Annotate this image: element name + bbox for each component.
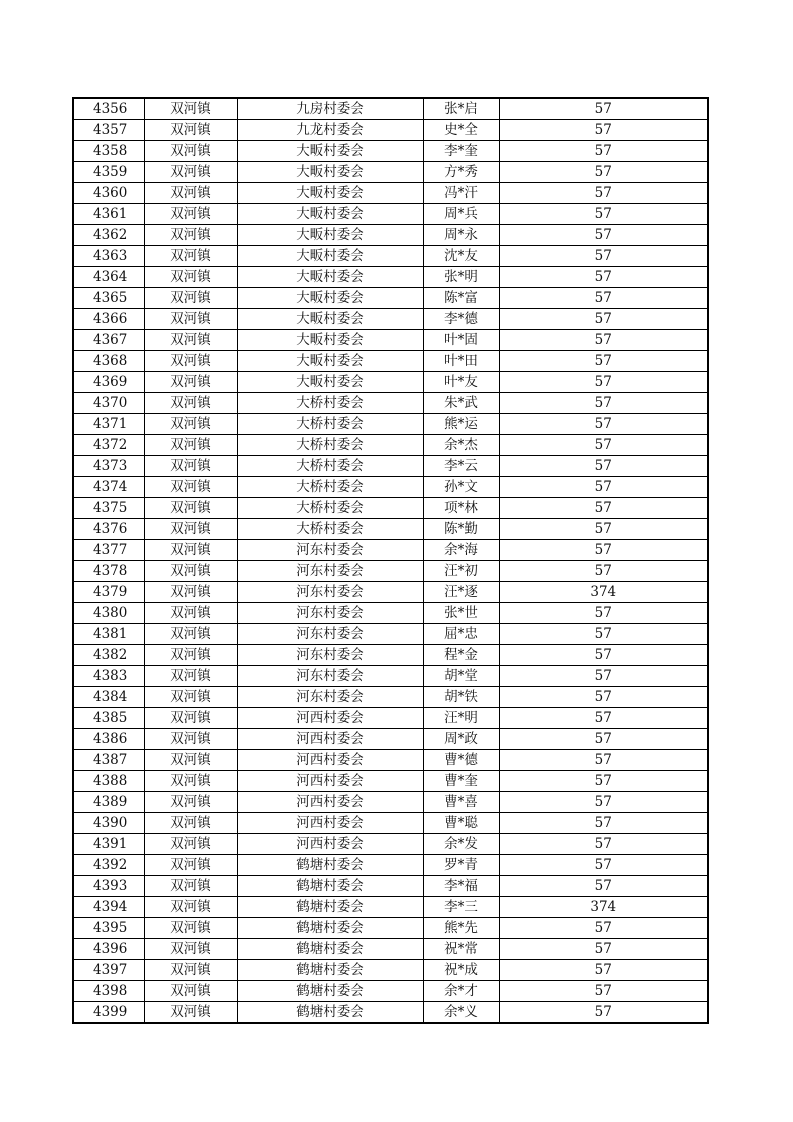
- amount-cell: 57: [499, 120, 708, 141]
- village-committee-cell: 鹤塘村委会: [237, 960, 423, 981]
- town-cell: 双河镇: [144, 393, 237, 414]
- town-cell: 双河镇: [144, 750, 237, 771]
- amount-cell: 57: [499, 141, 708, 162]
- town-cell: 双河镇: [144, 162, 237, 183]
- town-cell: 双河镇: [144, 771, 237, 792]
- village-committee-cell: 大畈村委会: [237, 351, 423, 372]
- town-cell: 双河镇: [144, 939, 237, 960]
- serial-number-cell: 4392: [73, 855, 144, 876]
- table-row: [73, 519, 708, 540]
- amount-cell: 57: [499, 750, 708, 771]
- village-committee-cell: 河东村委会: [237, 603, 423, 624]
- serial-number-cell: 4381: [73, 624, 144, 645]
- village-committee-cell: 河西村委会: [237, 729, 423, 750]
- amount-cell: 57: [499, 813, 708, 834]
- name-cell: 项*林: [423, 498, 499, 519]
- name-cell: 曹*奎: [423, 771, 499, 792]
- serial-number-cell: 4386: [73, 729, 144, 750]
- name-cell: 孙*文: [423, 477, 499, 498]
- town-cell: 双河镇: [144, 330, 237, 351]
- serial-number-cell: 4391: [73, 834, 144, 855]
- amount-cell: 57: [499, 519, 708, 540]
- name-cell: 李*三: [423, 897, 499, 918]
- town-cell: 双河镇: [144, 708, 237, 729]
- serial-number-cell: 4395: [73, 918, 144, 939]
- amount-cell: 57: [499, 498, 708, 519]
- amount-cell: 57: [499, 981, 708, 1002]
- serial-number-cell: 4372: [73, 435, 144, 456]
- town-cell: 双河镇: [144, 141, 237, 162]
- table-row: [73, 603, 708, 624]
- name-cell: 余*海: [423, 540, 499, 561]
- table-row: [73, 414, 708, 435]
- table-row: [73, 687, 708, 708]
- town-cell: 双河镇: [144, 98, 237, 120]
- name-cell: 叶*田: [423, 351, 499, 372]
- table-row: [73, 960, 708, 981]
- town-cell: 双河镇: [144, 792, 237, 813]
- village-committee-cell: 河东村委会: [237, 666, 423, 687]
- serial-number-cell: 4396: [73, 939, 144, 960]
- amount-cell: 57: [499, 477, 708, 498]
- town-cell: 双河镇: [144, 918, 237, 939]
- table-row: [73, 477, 708, 498]
- amount-cell: 57: [499, 876, 708, 897]
- name-cell: 曹*德: [423, 750, 499, 771]
- name-cell: 汪*明: [423, 708, 499, 729]
- data-table: [72, 97, 709, 1024]
- serial-number-cell: 4368: [73, 351, 144, 372]
- amount-cell: 57: [499, 267, 708, 288]
- village-committee-cell: 大畈村委会: [237, 330, 423, 351]
- name-cell: 余*发: [423, 834, 499, 855]
- village-committee-cell: 鹤塘村委会: [237, 918, 423, 939]
- table-row: [73, 939, 708, 960]
- amount-cell: 57: [499, 834, 708, 855]
- town-cell: 双河镇: [144, 372, 237, 393]
- village-committee-cell: 大畈村委会: [237, 162, 423, 183]
- serial-number-cell: 4374: [73, 477, 144, 498]
- table-row: [73, 288, 708, 309]
- name-cell: 叶*友: [423, 372, 499, 393]
- name-cell: 汪*逐: [423, 582, 499, 603]
- amount-cell: 374: [499, 582, 708, 603]
- serial-number-cell: 4382: [73, 645, 144, 666]
- name-cell: 周*永: [423, 225, 499, 246]
- amount-cell: 57: [499, 960, 708, 981]
- serial-number-cell: 4388: [73, 771, 144, 792]
- town-cell: 双河镇: [144, 183, 237, 204]
- name-cell: 曹*喜: [423, 792, 499, 813]
- town-cell: 双河镇: [144, 897, 237, 918]
- name-cell: 余*才: [423, 981, 499, 1002]
- town-cell: 双河镇: [144, 519, 237, 540]
- village-committee-cell: 大畈村委会: [237, 267, 423, 288]
- name-cell: 程*金: [423, 645, 499, 666]
- serial-number-cell: 4385: [73, 708, 144, 729]
- amount-cell: 57: [499, 540, 708, 561]
- amount-cell: 57: [499, 246, 708, 267]
- town-cell: 双河镇: [144, 435, 237, 456]
- amount-cell: 57: [499, 98, 708, 120]
- serial-number-cell: 4370: [73, 393, 144, 414]
- table-row: [73, 330, 708, 351]
- serial-number-cell: 4378: [73, 561, 144, 582]
- town-cell: 双河镇: [144, 582, 237, 603]
- town-cell: 双河镇: [144, 960, 237, 981]
- name-cell: 叶*固: [423, 330, 499, 351]
- table-row: [73, 792, 708, 813]
- amount-cell: 57: [499, 330, 708, 351]
- village-committee-cell: 鹤塘村委会: [237, 1002, 423, 1024]
- town-cell: 双河镇: [144, 540, 237, 561]
- name-cell: 方*秀: [423, 162, 499, 183]
- table-row: [73, 351, 708, 372]
- table-row: [73, 435, 708, 456]
- table-row: [73, 918, 708, 939]
- amount-cell: 57: [499, 1002, 708, 1024]
- town-cell: 双河镇: [144, 855, 237, 876]
- village-committee-cell: 大桥村委会: [237, 477, 423, 498]
- amount-cell: 57: [499, 624, 708, 645]
- table-row: [73, 582, 708, 603]
- serial-number-cell: 4379: [73, 582, 144, 603]
- serial-number-cell: 4360: [73, 183, 144, 204]
- amount-cell: 57: [499, 162, 708, 183]
- village-committee-cell: 大畈村委会: [237, 246, 423, 267]
- table-row: [73, 141, 708, 162]
- town-cell: 双河镇: [144, 498, 237, 519]
- table-row: [73, 225, 708, 246]
- name-cell: 汪*初: [423, 561, 499, 582]
- serial-number-cell: 4371: [73, 414, 144, 435]
- serial-number-cell: 4363: [73, 246, 144, 267]
- serial-number-cell: 4380: [73, 603, 144, 624]
- town-cell: 双河镇: [144, 876, 237, 897]
- village-committee-cell: 鹤塘村委会: [237, 855, 423, 876]
- village-committee-cell: 大桥村委会: [237, 519, 423, 540]
- town-cell: 双河镇: [144, 1002, 237, 1024]
- name-cell: 熊*先: [423, 918, 499, 939]
- town-cell: 双河镇: [144, 225, 237, 246]
- amount-cell: 57: [499, 414, 708, 435]
- name-cell: 张*世: [423, 603, 499, 624]
- table-row: [73, 708, 708, 729]
- table-row: [73, 267, 708, 288]
- village-committee-cell: 鹤塘村委会: [237, 981, 423, 1002]
- table-row: [73, 645, 708, 666]
- table-row: [73, 309, 708, 330]
- name-cell: 胡*堂: [423, 666, 499, 687]
- name-cell: 曹*聪: [423, 813, 499, 834]
- table-row: [73, 876, 708, 897]
- name-cell: 陈*富: [423, 288, 499, 309]
- town-cell: 双河镇: [144, 477, 237, 498]
- town-cell: 双河镇: [144, 204, 237, 225]
- table-row: [73, 162, 708, 183]
- table-row: [73, 98, 708, 120]
- town-cell: 双河镇: [144, 666, 237, 687]
- amount-cell: 57: [499, 225, 708, 246]
- serial-number-cell: 4383: [73, 666, 144, 687]
- serial-number-cell: 4369: [73, 372, 144, 393]
- village-committee-cell: 九龙村委会: [237, 120, 423, 141]
- town-cell: 双河镇: [144, 834, 237, 855]
- village-committee-cell: 河东村委会: [237, 687, 423, 708]
- table-row: [73, 897, 708, 918]
- amount-cell: 57: [499, 204, 708, 225]
- serial-number-cell: 4393: [73, 876, 144, 897]
- table-body: [73, 98, 708, 1023]
- amount-cell: 57: [499, 729, 708, 750]
- village-committee-cell: 河东村委会: [237, 582, 423, 603]
- village-committee-cell: 大桥村委会: [237, 456, 423, 477]
- table-row: [73, 834, 708, 855]
- table-row: [73, 981, 708, 1002]
- name-cell: 余*杰: [423, 435, 499, 456]
- town-cell: 双河镇: [144, 414, 237, 435]
- town-cell: 双河镇: [144, 624, 237, 645]
- town-cell: 双河镇: [144, 645, 237, 666]
- serial-number-cell: 4375: [73, 498, 144, 519]
- serial-number-cell: 4398: [73, 981, 144, 1002]
- village-committee-cell: 河东村委会: [237, 624, 423, 645]
- table-row: [73, 750, 708, 771]
- serial-number-cell: 4397: [73, 960, 144, 981]
- village-committee-cell: 鹤塘村委会: [237, 876, 423, 897]
- town-cell: 双河镇: [144, 351, 237, 372]
- table-row: [73, 666, 708, 687]
- town-cell: 双河镇: [144, 813, 237, 834]
- village-committee-cell: 大畈村委会: [237, 225, 423, 246]
- name-cell: 胡*铁: [423, 687, 499, 708]
- name-cell: 张*明: [423, 267, 499, 288]
- name-cell: 祝*常: [423, 939, 499, 960]
- name-cell: 屈*忠: [423, 624, 499, 645]
- village-committee-cell: 大畈村委会: [237, 288, 423, 309]
- serial-number-cell: 4361: [73, 204, 144, 225]
- table-row: [73, 393, 708, 414]
- village-committee-cell: 大畈村委会: [237, 204, 423, 225]
- village-committee-cell: 河西村委会: [237, 813, 423, 834]
- table-row: [73, 813, 708, 834]
- table-row: [73, 1002, 708, 1024]
- village-committee-cell: 大畈村委会: [237, 372, 423, 393]
- serial-number-cell: 4387: [73, 750, 144, 771]
- name-cell: 李*德: [423, 309, 499, 330]
- amount-cell: 57: [499, 603, 708, 624]
- amount-cell: 57: [499, 288, 708, 309]
- town-cell: 双河镇: [144, 603, 237, 624]
- serial-number-cell: 4362: [73, 225, 144, 246]
- village-committee-cell: 河西村委会: [237, 708, 423, 729]
- village-committee-cell: 河东村委会: [237, 540, 423, 561]
- serial-number-cell: 4367: [73, 330, 144, 351]
- village-committee-cell: 大桥村委会: [237, 498, 423, 519]
- serial-number-cell: 4365: [73, 288, 144, 309]
- table-row: [73, 246, 708, 267]
- name-cell: 张*启: [423, 98, 499, 120]
- serial-number-cell: 4357: [73, 120, 144, 141]
- serial-number-cell: 4377: [73, 540, 144, 561]
- amount-cell: 57: [499, 708, 708, 729]
- name-cell: 周*政: [423, 729, 499, 750]
- amount-cell: 57: [499, 939, 708, 960]
- village-committee-cell: 河东村委会: [237, 561, 423, 582]
- amount-cell: 57: [499, 309, 708, 330]
- village-committee-cell: 河西村委会: [237, 750, 423, 771]
- town-cell: 双河镇: [144, 246, 237, 267]
- town-cell: 双河镇: [144, 288, 237, 309]
- serial-number-cell: 4356: [73, 98, 144, 120]
- table-row: [73, 204, 708, 225]
- village-committee-cell: 河东村委会: [237, 645, 423, 666]
- village-committee-cell: 河西村委会: [237, 792, 423, 813]
- table-row: [73, 729, 708, 750]
- town-cell: 双河镇: [144, 561, 237, 582]
- village-committee-cell: 大桥村委会: [237, 435, 423, 456]
- town-cell: 双河镇: [144, 687, 237, 708]
- serial-number-cell: 4384: [73, 687, 144, 708]
- amount-cell: 57: [499, 771, 708, 792]
- town-cell: 双河镇: [144, 981, 237, 1002]
- name-cell: 沈*友: [423, 246, 499, 267]
- name-cell: 李*福: [423, 876, 499, 897]
- name-cell: 祝*成: [423, 960, 499, 981]
- table-row: [73, 456, 708, 477]
- serial-number-cell: 4390: [73, 813, 144, 834]
- town-cell: 双河镇: [144, 309, 237, 330]
- village-committee-cell: 九房村委会: [237, 98, 423, 120]
- table-row: [73, 624, 708, 645]
- serial-number-cell: 4373: [73, 456, 144, 477]
- village-committee-cell: 大畈村委会: [237, 309, 423, 330]
- table-row: [73, 771, 708, 792]
- table-row: [73, 372, 708, 393]
- serial-number-cell: 4358: [73, 141, 144, 162]
- serial-number-cell: 4389: [73, 792, 144, 813]
- town-cell: 双河镇: [144, 729, 237, 750]
- serial-number-cell: 4399: [73, 1002, 144, 1024]
- serial-number-cell: 4359: [73, 162, 144, 183]
- name-cell: 史*全: [423, 120, 499, 141]
- serial-number-cell: 4364: [73, 267, 144, 288]
- table-row: [73, 183, 708, 204]
- amount-cell: 57: [499, 666, 708, 687]
- table-row: [73, 120, 708, 141]
- village-committee-cell: 大桥村委会: [237, 393, 423, 414]
- amount-cell: 57: [499, 855, 708, 876]
- name-cell: 熊*运: [423, 414, 499, 435]
- town-cell: 双河镇: [144, 456, 237, 477]
- table-row: [73, 855, 708, 876]
- amount-cell: 57: [499, 183, 708, 204]
- town-cell: 双河镇: [144, 267, 237, 288]
- village-committee-cell: 大畈村委会: [237, 183, 423, 204]
- name-cell: 李*云: [423, 456, 499, 477]
- name-cell: 周*兵: [423, 204, 499, 225]
- table-row: [73, 498, 708, 519]
- amount-cell: 57: [499, 792, 708, 813]
- town-cell: 双河镇: [144, 120, 237, 141]
- table-row: [73, 540, 708, 561]
- village-committee-cell: 大畈村委会: [237, 141, 423, 162]
- village-committee-cell: 大桥村委会: [237, 414, 423, 435]
- amount-cell: 57: [499, 372, 708, 393]
- name-cell: 冯*汗: [423, 183, 499, 204]
- name-cell: 余*义: [423, 1002, 499, 1024]
- name-cell: 罗*青: [423, 855, 499, 876]
- serial-number-cell: 4376: [73, 519, 144, 540]
- amount-cell: 57: [499, 687, 708, 708]
- amount-cell: 374: [499, 897, 708, 918]
- amount-cell: 57: [499, 393, 708, 414]
- village-committee-cell: 鹤塘村委会: [237, 939, 423, 960]
- village-committee-cell: 鹤塘村委会: [237, 897, 423, 918]
- amount-cell: 57: [499, 645, 708, 666]
- amount-cell: 57: [499, 435, 708, 456]
- amount-cell: 57: [499, 456, 708, 477]
- village-committee-cell: 河西村委会: [237, 771, 423, 792]
- serial-number-cell: 4366: [73, 309, 144, 330]
- table-row: [73, 561, 708, 582]
- serial-number-cell: 4394: [73, 897, 144, 918]
- amount-cell: 57: [499, 918, 708, 939]
- village-committee-cell: 河西村委会: [237, 834, 423, 855]
- amount-cell: 57: [499, 561, 708, 582]
- name-cell: 李*奎: [423, 141, 499, 162]
- name-cell: 陈*勤: [423, 519, 499, 540]
- amount-cell: 57: [499, 351, 708, 372]
- name-cell: 朱*武: [423, 393, 499, 414]
